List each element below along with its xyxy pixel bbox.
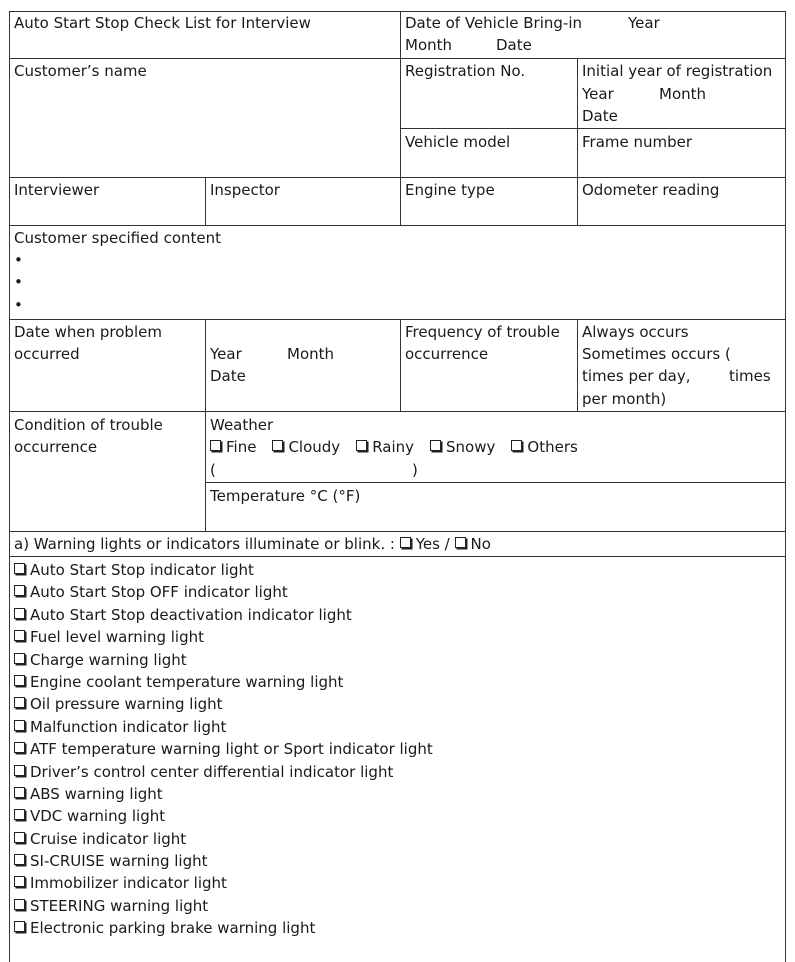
checkbox-icon[interactable] — [14, 787, 25, 798]
option-label: Others — [527, 438, 578, 456]
weather-option-cloudy[interactable] — [272, 438, 340, 456]
list-item[interactable] — [14, 872, 433, 894]
problem-date-label-line2: occurred — [14, 345, 80, 363]
yes-option[interactable]: Yes / — [415, 535, 450, 553]
list-item[interactable] — [14, 850, 433, 872]
checkbox-icon[interactable] — [14, 876, 25, 887]
rule — [400, 128, 786, 129]
checkbox-icon[interactable] — [14, 563, 25, 574]
condition-label-line2: occurrence — [14, 438, 98, 456]
rule — [9, 556, 786, 557]
checkbox-icon[interactable] — [400, 537, 411, 548]
list-item[interactable] — [14, 559, 433, 581]
item-label: VDC warning light — [30, 807, 166, 826]
others-paren-close: ) — [412, 461, 418, 479]
weather-option-others[interactable] — [511, 438, 577, 456]
weather-option-snowy[interactable] — [430, 438, 495, 456]
inspector-label: Inspector — [210, 181, 280, 199]
item-label: STEERING warning light — [30, 896, 209, 915]
temperature-label: Temperature °C (°F) — [210, 487, 361, 505]
customer-name-label: Customer’s name — [14, 62, 147, 80]
registration-no-label: Registration No. — [405, 62, 526, 80]
others-paren-open: ( — [210, 461, 216, 479]
bring-in-date-label: Date of Vehicle Bring-in — [405, 14, 582, 32]
rule — [9, 411, 786, 412]
option-label: Snowy — [446, 438, 496, 456]
checkbox-icon[interactable] — [14, 809, 25, 820]
per-month-label: per month) — [582, 390, 667, 408]
frame-number-label: Frame number — [582, 133, 693, 151]
checkbox-icon[interactable] — [210, 440, 221, 451]
interviewer-label: Interviewer — [14, 181, 100, 199]
list-item[interactable] — [14, 805, 433, 827]
sometimes-occurs-option: Sometimes occurs ( — [582, 345, 731, 363]
frequency-label-line2: occurrence — [405, 345, 489, 363]
list-item[interactable] — [14, 738, 433, 760]
interview-checklist-form — [9, 11, 786, 962]
checkbox-icon[interactable] — [430, 440, 441, 451]
checkbox-icon[interactable] — [455, 537, 466, 548]
weather-option-rainy[interactable] — [356, 438, 414, 456]
checkbox-icon[interactable] — [14, 697, 25, 708]
checkbox-icon[interactable] — [14, 854, 25, 865]
rule — [400, 11, 401, 225]
odometer-label: Odometer reading — [582, 181, 720, 199]
problem-month-label: Month — [287, 345, 335, 363]
checkbox-icon[interactable] — [14, 921, 25, 932]
bullet: • — [14, 295, 23, 314]
initial-registration-date: Date — [582, 107, 618, 125]
list-item[interactable] — [14, 581, 433, 603]
list-item[interactable] — [14, 693, 433, 715]
rule — [9, 319, 786, 320]
item-label: Fuel level warning light — [30, 628, 204, 647]
option-label: Rainy — [372, 438, 415, 456]
engine-type-label: Engine type — [405, 181, 495, 199]
checkbox-icon[interactable] — [356, 440, 367, 451]
list-item[interactable] — [14, 761, 433, 783]
always-occurs-option: Always occurs — [582, 323, 689, 341]
rule — [9, 58, 786, 59]
item-label: ABS warning light — [30, 784, 163, 803]
frequency-label: Frequency of trouble — [405, 323, 560, 341]
checkbox-icon[interactable] — [511, 440, 522, 451]
rule — [9, 531, 786, 532]
rule — [785, 11, 786, 962]
rule — [577, 58, 578, 225]
item-label: SI-CRUISE warning light — [30, 852, 208, 871]
item-label: ATF temperature warning light or Sport indicator light — [30, 740, 433, 759]
checkbox-icon[interactable] — [14, 630, 25, 641]
bring-in-day-label: Date — [496, 36, 532, 54]
times-label: times — [729, 367, 771, 385]
list-item[interactable] — [14, 895, 433, 917]
problem-day-label: Date — [210, 367, 246, 385]
item-label: Auto Start Stop OFF indicator light — [30, 583, 288, 602]
rule — [9, 11, 10, 962]
rule — [9, 225, 786, 226]
item-label: Auto Start Stop deactivation indicator light — [30, 605, 352, 624]
times-per-day-label: times per day, — [582, 367, 691, 385]
initial-registration-label: Initial year of registration — [582, 62, 773, 80]
item-label: Driver’s control center differential indicator light — [30, 762, 394, 781]
warning-question-text: a) Warning lights or indicators illuminate or blink. : — [14, 535, 395, 553]
list-item[interactable] — [14, 626, 433, 648]
checkbox-icon[interactable] — [14, 765, 25, 776]
form-title: Auto Start Stop Check List for Interview — [14, 14, 311, 32]
bring-in-year-label: Year — [628, 14, 660, 32]
list-item[interactable] — [14, 649, 433, 671]
checkbox-icon[interactable] — [272, 440, 283, 451]
list-item[interactable] — [14, 828, 433, 850]
problem-year-label: Year — [210, 345, 242, 363]
item-label: Immobilizer indicator light — [30, 874, 227, 893]
bullet: • — [14, 273, 23, 292]
rule — [9, 177, 786, 178]
checkbox-icon[interactable] — [14, 832, 25, 843]
list-item[interactable] — [14, 604, 433, 626]
checkbox-icon[interactable] — [14, 675, 25, 686]
option-label: Cloudy — [288, 438, 341, 456]
list-item[interactable] — [14, 917, 433, 939]
customer-content-label: Customer specified content — [14, 229, 222, 247]
item-label: Cruise indicator light — [30, 829, 187, 848]
item-label: Charge warning light — [30, 650, 187, 669]
rule — [577, 319, 578, 411]
warning-light-list — [14, 559, 433, 940]
no-option[interactable]: No — [470, 535, 491, 553]
rule — [400, 319, 401, 411]
item-label: Auto Start Stop indicator light — [30, 561, 254, 579]
rule — [205, 319, 206, 531]
rule — [205, 177, 206, 225]
initial-registration-month: Month — [659, 85, 707, 103]
list-item[interactable] — [14, 716, 433, 738]
condition-label: Condition of trouble — [14, 416, 163, 434]
weather-label: Weather — [210, 416, 274, 434]
weather-options — [210, 436, 578, 458]
problem-date-label: Date when problem — [14, 323, 162, 341]
option-label: Fine — [226, 438, 257, 456]
checkbox-icon[interactable] — [14, 608, 25, 619]
weather-option-fine[interactable] — [210, 438, 256, 456]
warning-question — [14, 533, 491, 555]
checkbox-icon[interactable] — [14, 899, 25, 910]
vehicle-model-label: Vehicle model — [405, 133, 511, 151]
initial-registration-year: Year — [582, 85, 614, 103]
checkbox-icon[interactable] — [14, 585, 25, 596]
item-label: Electronic parking brake warning light — [30, 919, 316, 938]
rule — [205, 482, 786, 483]
item-label: Oil pressure warning light — [30, 695, 223, 714]
list-item[interactable] — [14, 783, 433, 805]
bullet: • — [14, 251, 23, 269]
item-label: Malfunction indicator light — [30, 717, 227, 736]
list-item[interactable] — [14, 671, 433, 693]
checkbox-icon[interactable] — [14, 720, 25, 731]
content-bullets — [14, 249, 23, 316]
checkbox-icon[interactable] — [14, 742, 25, 753]
checkbox-icon[interactable] — [14, 653, 25, 664]
bring-in-month-label: Month — [405, 36, 453, 54]
item-label: Engine coolant temperature warning light — [30, 672, 344, 691]
